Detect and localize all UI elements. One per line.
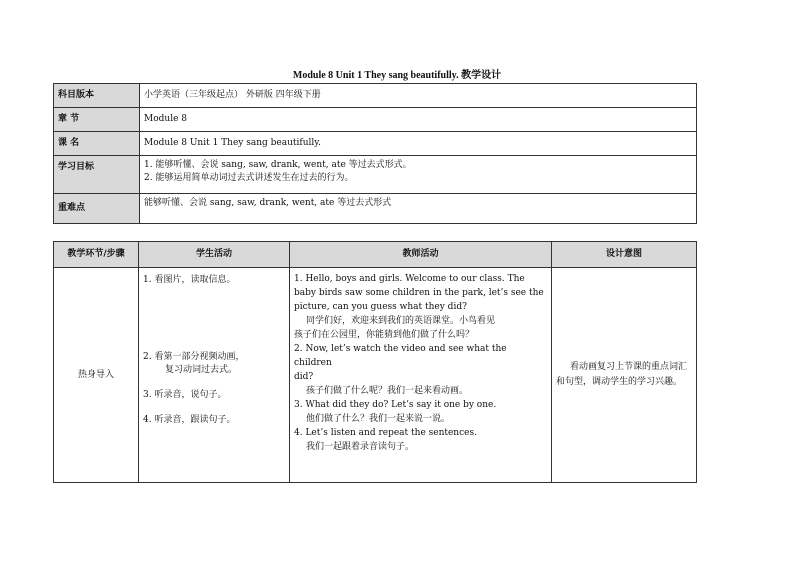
teacher-line-3: picture, can you guess what they did?: [294, 302, 467, 312]
chapter-label: 章 节: [54, 108, 140, 132]
student-step-1: 1. 看图片，读取信息。: [143, 275, 236, 285]
plan-row-warmup: [54, 268, 697, 483]
info-table: [53, 83, 697, 224]
teacher-line-12: 我们一起跟着录音读句子。: [306, 442, 415, 452]
teacher-line-8: 孩子们做了什么呢？我们一起来看动画。: [306, 386, 469, 396]
stage-name: 热身导入: [54, 268, 139, 483]
design-intent: 看动画复习上节课的重点词汇和句型，调动学生的学习兴趣。: [552, 268, 697, 483]
teacher-line-2: baby birds saw some children in the park, let’s see the: [294, 288, 544, 298]
subject-label: 科目版本: [54, 84, 140, 108]
header-student: 学生活动: [139, 242, 290, 268]
info-row-chapter: [54, 108, 697, 132]
page-title: Module 8 Unit 1 They sang beautifully. 教学设计: [292, 70, 502, 81]
teacher-line-6: 2. Now, let’s watch the video and see what the children: [294, 344, 507, 368]
teacher-line-1: 1. Hello, boys and girls. Welcome to our class. The: [294, 274, 525, 284]
student-step-2-cont: 复习动词过去式。: [165, 365, 238, 375]
teacher-line-11: 4. Let’s listen and repeat the sentences.: [294, 428, 477, 438]
objective-2: 2. 能够运用简单动词过去式讲述发生在过去的行为。: [144, 173, 354, 183]
lesson-label: 课 名: [54, 132, 140, 156]
objectives-label: 学习目标: [54, 156, 140, 194]
lesson-value: Module 8 Unit 1 They sang beautifully.: [140, 132, 697, 156]
keypoints-value: 能够听懂、会说 sang, saw, drank, went, ate 等过去式形式: [140, 194, 697, 224]
info-row-subject: [54, 84, 697, 108]
student-step-2: 2. 看第一部分视频动画，: [143, 352, 245, 362]
teacher-activities: [290, 268, 552, 483]
teacher-line-4: 同学们好，欢迎来到我们的英语课堂。小鸟看见: [306, 316, 496, 326]
student-step-3: 3. 听录音，说句子。: [143, 390, 227, 400]
objectives-value: [140, 156, 697, 194]
header-teacher: 教师活动: [290, 242, 552, 268]
chapter-value: Module 8: [140, 108, 697, 132]
keypoints-label: 重难点: [54, 194, 140, 224]
header-stage: 教学环节/步骤: [54, 242, 139, 268]
teacher-line-5: 孩子们在公园里，你能猜到他们做了什么吗？: [294, 330, 475, 340]
plan-table: [53, 241, 697, 483]
student-activities: [139, 268, 290, 483]
objective-1: 1. 能够听懂、会说 sang, saw, drank, went, ate 等过去式形式。: [144, 160, 412, 170]
plan-header-row: [54, 242, 697, 268]
info-row-keypoints: [54, 194, 697, 224]
subject-value: 小学英语（三年级起点） 外研版 四年级下册: [140, 84, 697, 108]
info-row-objectives: [54, 156, 697, 194]
teacher-line-10: 他们做了什么？我们一起来说一说。: [306, 414, 451, 424]
teacher-line-9: 3. What did they do? Let’s say it one by one.: [294, 400, 497, 410]
teacher-line-7: did?: [294, 372, 314, 382]
header-intent: 设计意图: [552, 242, 697, 268]
student-step-4: 4. 听录音，跟读句子。: [143, 415, 236, 425]
info-row-lesson: [54, 132, 697, 156]
